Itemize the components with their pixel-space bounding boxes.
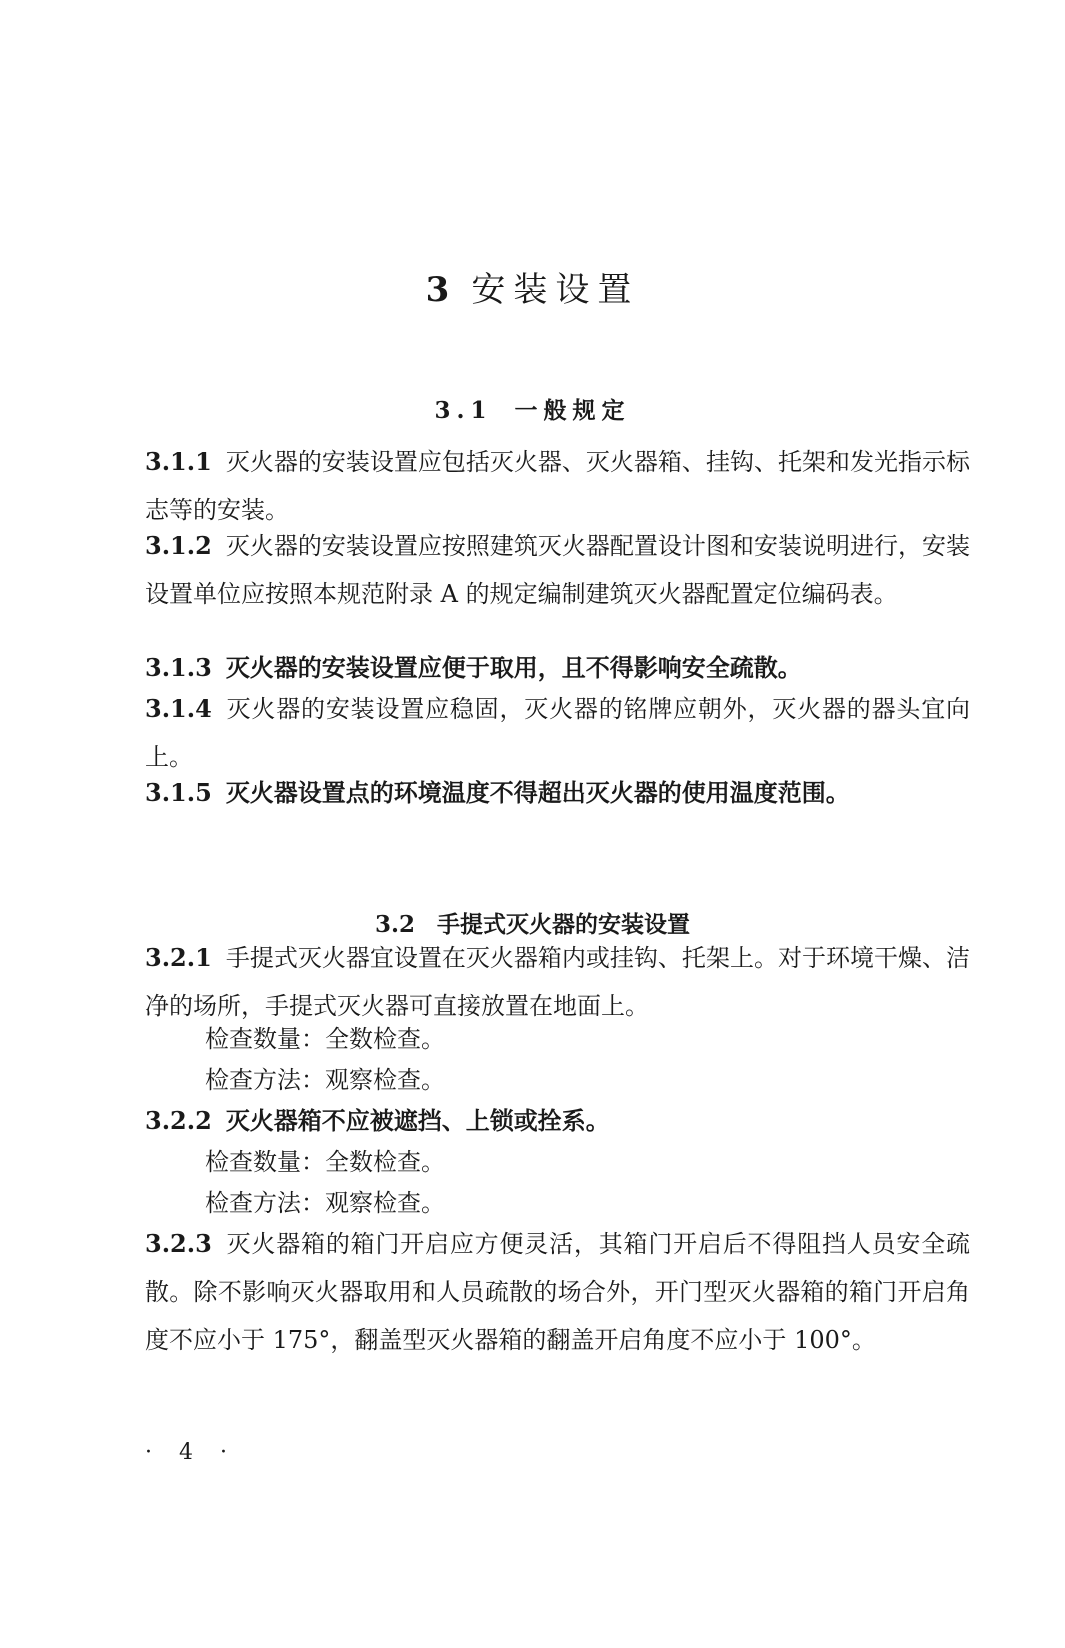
check-quantity: 检查数量：全数检查。 — [205, 1025, 445, 1053]
check-quantity: 检查数量：全数检查。 — [205, 1148, 445, 1176]
page-number: · 4 · — [145, 1440, 237, 1465]
clause-text: 灭火器箱的箱门开启应方便灵活，其箱门开启后不得阻挡人员安全疏散。除不影响灭火器取用和人员疏散的场合外，开门型灭火器箱的箱门开启角度不应小于 175°，翻盖型灭火器箱的翻盖开启角度不应小于 100°。 — [145, 1230, 970, 1354]
clause-text: 灭火器的安装设置应按照建筑灭火器配置设计图和安装说明进行，安装设置单位应按照本规范附录 A 的规定编制建筑灭火器配置定位编码表。 — [145, 532, 970, 608]
chapter-title-text: 安装设置 — [471, 270, 640, 310]
section-title-3-1 — [0, 392, 1065, 425]
chapter-title — [0, 262, 1065, 311]
clause-text: 灭火器箱不应被遮挡、上锁或拴系。 — [225, 1106, 610, 1135]
chapter-number: 3 — [425, 270, 450, 310]
clause-number: 3.1.2 — [145, 531, 212, 560]
clause-text: 灭火器的安装设置应包括灭火器、灭火器箱、挂钩、托架和发光指示标志等的安装。 — [145, 448, 970, 524]
clause-3-1-2 — [145, 522, 970, 618]
clause-text: 手提式灭火器宜设置在灭火器箱内或挂钩、托架上。对于环境干燥、洁净的场所，手提式灭火器可直接放置在地面上。 — [145, 944, 970, 1020]
clause-3-2-3 — [145, 1220, 970, 1364]
clause-number: 3.1.5 — [145, 778, 212, 807]
clause-number: 3.2.1 — [145, 943, 212, 972]
clause-text: 灭火器的安装设置应便于取用，且不得影响安全疏散。 — [225, 653, 802, 682]
clause-3-1-5 — [145, 769, 970, 817]
clause-number: 3.1.4 — [145, 694, 212, 723]
clause-number: 3.2.3 — [145, 1229, 212, 1258]
clause-number: 3.1.3 — [145, 653, 212, 682]
clause-number: 3.2.2 — [145, 1106, 212, 1135]
section-title-text: 手提式灭火器的安装设置 — [437, 911, 690, 938]
clause-3-1-1 — [145, 438, 970, 534]
check-method: 检查方法：观察检查。 — [205, 1189, 445, 1217]
clause-3-1-4 — [145, 685, 970, 781]
check-method: 检查方法：观察检查。 — [205, 1066, 445, 1094]
section-number: 3.2 — [374, 911, 415, 938]
section-number: 3.1 — [434, 397, 493, 424]
section-title-text: 一般规定 — [514, 397, 631, 424]
clause-text: 灭火器的安装设置应稳固，灭火器的铭牌应朝外，灭火器的器头宜向上。 — [145, 695, 970, 771]
clause-text: 灭火器设置点的环境温度不得超出灭火器的使用温度范围。 — [225, 778, 850, 807]
clause-number: 3.1.1 — [145, 447, 212, 476]
